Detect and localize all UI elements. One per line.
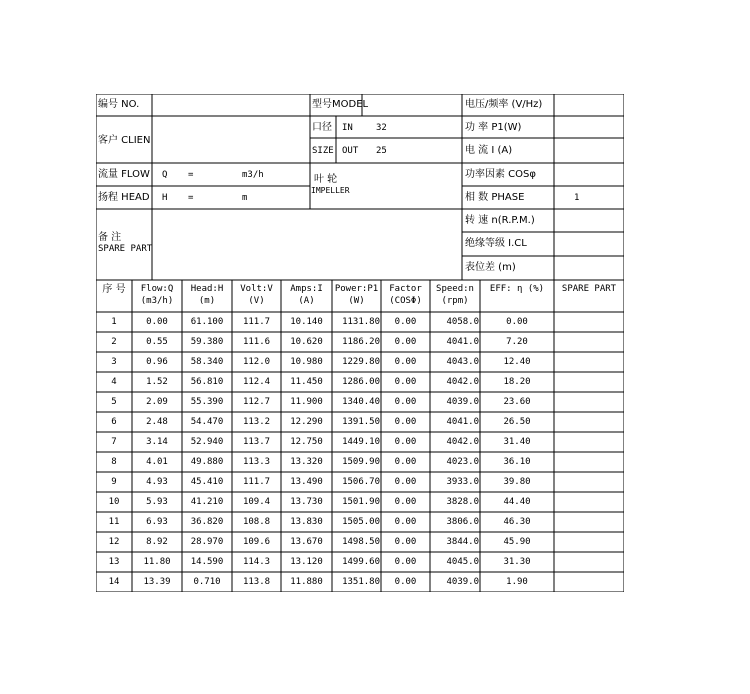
table-cell-r12-c7: 3844.0 [446,537,479,547]
table-cell-r10-c2: 41.210 [190,497,224,507]
table-cell-r8-c0: 8 [111,457,117,467]
phase-value: 1 [574,193,580,203]
table-cell-r2-c4: 10.620 [290,337,323,347]
size-label: SIZE [312,146,334,156]
table-cell-r8-c1: 4.01 [146,457,168,467]
column-header-4: Amps:I [290,284,323,294]
impeller-label-en: IMPELLER [311,186,350,195]
table-cell-r8-c3: 113.3 [242,457,271,467]
flow-label: 流量 FLOW [98,169,150,180]
table-cell-r13-c8: 31.30 [503,557,531,567]
table-cell-r6-c5: 1391.50 [342,417,380,427]
table-cell-r3-c6: 0.00 [394,357,417,367]
table-cell-r7-c0: 7 [111,437,117,447]
table-cell-r4-c2: 56.810 [190,377,224,387]
column-header-8: EFF: η (%) [489,284,545,294]
column-header-unit-1: (m3/h) [140,296,174,306]
table-cell-r13-c4: 13.120 [290,557,323,567]
test-report-sheet [96,94,624,592]
table-cell-r5-c7: 4039.0 [446,397,479,407]
table-cell-r13-c7: 4045.0 [446,557,479,567]
table-cell-r5-c0: 5 [111,397,117,407]
remark-label-en: SPARE PART [98,244,153,254]
capacitor-label: 表位差 (m) [465,262,516,273]
table-cell-r14-c0: 14 [108,577,120,587]
column-header-unit-7: (rpm) [441,296,469,306]
inlet-value: 32 [376,123,387,133]
table-cell-r3-c4: 10.980 [290,357,323,367]
table-cell-r6-c6: 0.00 [394,417,417,427]
table-cell-r1-c4: 10.140 [290,317,323,327]
column-header-7: Speed:n [436,284,474,294]
table-cell-r2-c1: 0.55 [146,337,168,347]
table-cell-r2-c5: 1186.20 [342,337,380,347]
table-cell-r9-c7: 3933.0 [446,477,479,487]
table-cell-r9-c2: 45.410 [190,477,224,487]
table-cell-r10-c7: 3828.0 [446,497,479,507]
table-cell-r11-c2: 36.820 [190,517,224,527]
table-cell-r10-c6: 0.00 [394,497,417,507]
column-header-unit-5: (W) [348,296,365,306]
table-cell-r2-c8: 7.20 [506,337,528,347]
table-cell-r12-c5: 1498.50 [342,537,380,547]
table-cell-r3-c2: 58.340 [190,357,224,367]
table-cell-r3-c7: 4043.0 [446,357,479,367]
column-header-0: 序 号 [102,284,126,295]
column-header-2: Head:H [190,284,224,294]
table-cell-r5-c5: 1340.40 [342,397,380,407]
table-cell-r5-c8: 23.60 [503,397,531,407]
column-header-9: SPARE PART [561,284,617,294]
table-cell-r5-c2: 55.390 [190,397,224,407]
table-cell-r7-c5: 1449.10 [342,437,380,447]
table-cell-r11-c5: 1505.00 [342,517,380,527]
table-cell-r1-c5: 1131.80 [342,317,380,327]
table-cell-r4-c1: 1.52 [146,377,168,387]
table-cell-r3-c8: 12.40 [503,357,531,367]
table-cell-r12-c3: 109.6 [242,537,271,547]
flow-unit: m3/h [242,170,264,180]
table-cell-r10-c1: 5.93 [146,497,168,507]
table-cell-r8-c8: 36.10 [503,457,531,467]
power-factor-label: 功率因素 COSφ [465,169,536,180]
column-header-6: Factor [389,284,422,294]
table-cell-r1-c8: 0.00 [506,317,528,327]
column-header-unit-4: (A) [298,296,315,306]
table-cell-r10-c0: 10 [108,497,120,507]
table-cell-r7-c1: 3.14 [146,437,168,447]
insulation-class-label: 绝缘等级 I.CL [465,238,527,249]
table-cell-r11-c6: 0.00 [394,517,417,527]
table-cell-r7-c6: 0.00 [394,437,417,447]
table-cell-r6-c2: 54.470 [190,417,224,427]
table-cell-r11-c8: 46.30 [503,517,531,527]
table-cell-r10-c3: 109.4 [242,497,271,507]
table-cell-r9-c0: 9 [111,477,117,487]
table-cell-r11-c0: 11 [108,517,120,527]
column-header-unit-6: (COSΦ) [389,296,422,306]
table-cell-r2-c2: 59.380 [190,337,224,347]
table-cell-r3-c1: 0.96 [146,357,168,367]
table-cell-r11-c4: 13.830 [290,517,323,527]
table-cell-r11-c1: 6.93 [146,517,168,527]
table-cell-r14-c7: 4039.0 [446,577,479,587]
table-cell-r6-c7: 4041.0 [446,417,479,427]
table-cell-r12-c4: 13.670 [290,537,323,547]
table-cell-r9-c5: 1506.70 [342,477,380,487]
table-cell-r5-c3: 112.7 [242,397,271,407]
table-cell-r9-c6: 0.00 [394,477,417,487]
table-cell-r9-c1: 4.93 [146,477,168,487]
number-label: 编号 NO. [98,99,140,110]
table-cell-r2-c3: 111.6 [242,337,271,347]
table-cell-r3-c0: 3 [111,357,117,367]
table-cell-r4-c6: 0.00 [394,377,417,387]
table-cell-r7-c3: 113.7 [242,437,271,447]
table-cell-r4-c7: 4042.0 [446,377,479,387]
voltage-frequency-label: 电压/频率 (V/Hz) [465,99,543,110]
table-cell-r7-c8: 31.40 [503,437,531,447]
table-cell-r9-c8: 39.80 [503,477,531,487]
table-cell-r14-c6: 0.00 [394,577,417,587]
phase-label: 相 数 PHASE [465,192,525,203]
table-cell-r12-c2: 28.970 [190,537,224,547]
flow-symbol: Q [162,170,168,180]
table-cell-r1-c0: 1 [111,317,117,327]
table-cell-r9-c4: 13.490 [290,477,323,487]
table-cell-r6-c3: 113.2 [242,417,271,427]
table-cell-r6-c1: 2.48 [146,417,168,427]
table-cell-r6-c4: 12.290 [290,417,323,427]
table-cell-r1-c1: 0.00 [146,317,168,327]
table-cell-r8-c2: 49.880 [190,457,224,467]
table-cell-r1-c2: 61.100 [190,317,224,327]
table-cell-r7-c2: 52.940 [190,437,224,447]
table-cell-r12-c6: 0.00 [394,537,417,547]
table-cell-r2-c7: 4041.0 [446,337,479,347]
table-cell-r14-c2: 0.710 [193,577,221,587]
table-cell-r6-c8: 26.50 [503,417,531,427]
flow-equals: = [188,170,194,180]
table-cell-r5-c4: 11.900 [290,397,323,407]
inlet-label: IN [342,123,353,133]
table-cell-r14-c1: 13.39 [143,577,171,587]
table-cell-r11-c7: 3806.0 [446,517,479,527]
table-cell-r12-c8: 45.90 [503,537,531,547]
column-header-unit-3: (V) [248,296,265,306]
power-label: 功 率 P1(W) [465,122,522,133]
client-label: 客户 CLIEN [98,135,151,146]
bore-label: 口径 [312,122,332,133]
impeller-label-cn: 叶 轮 [314,174,338,185]
table-cell-r13-c5: 1499.60 [342,557,380,567]
outlet-label: OUT [342,146,359,156]
head-symbol: H [162,193,168,203]
column-header-1: Flow:Q [140,284,174,294]
table-cell-r3-c3: 112.0 [242,357,271,367]
table-cell-r8-c5: 1509.90 [342,457,380,467]
remark-label-cn: 备 注 [98,232,122,243]
table-cell-r6-c0: 6 [111,417,117,427]
column-header-unit-2: (m) [198,296,216,306]
table-cell-r10-c5: 1501.90 [342,497,380,507]
table-cell-r11-c3: 108.8 [242,517,271,527]
head-equals: = [188,193,194,203]
head-label: 扬程 HEAD [98,192,150,203]
head-unit: m [242,193,248,203]
table-cell-r12-c1: 8.92 [146,537,168,547]
table-cell-r12-c0: 12 [108,537,120,547]
table-cell-r7-c7: 4042.0 [446,437,479,447]
table-cell-r5-c6: 0.00 [394,397,417,407]
table-cell-r7-c4: 12.750 [290,437,323,447]
table-cell-r10-c8: 44.40 [503,497,531,507]
current-label: 电 流 I (A) [465,145,513,156]
table-cell-r4-c0: 4 [111,377,117,387]
table-cell-r13-c1: 11.80 [143,557,171,567]
table-cell-r13-c2: 14.590 [190,557,224,567]
table-cell-r13-c0: 13 [108,557,120,567]
speed-label: 转 速 n(R.P.M.) [465,215,535,226]
table-cell-r1-c7: 4058.0 [446,317,479,327]
table-cell-r8-c4: 13.320 [290,457,323,467]
table-cell-r14-c8: 1.90 [506,577,528,587]
table-cell-r4-c8: 18.20 [503,377,531,387]
table-cell-r14-c5: 1351.80 [342,577,380,587]
table-cell-r4-c5: 1286.00 [342,377,380,387]
column-header-3: Volt:V [240,284,273,294]
table-cell-r14-c3: 113.8 [242,577,271,587]
table-cell-r1-c3: 111.7 [242,317,271,327]
table-cell-r10-c4: 13.730 [290,497,323,507]
model-label: 型号MODEL [312,99,369,110]
table-cell-r2-c0: 2 [111,337,117,347]
table-cell-r8-c6: 0.00 [394,457,417,467]
table-cell-r5-c1: 2.09 [146,397,168,407]
outlet-value: 25 [376,146,387,156]
table-cell-r3-c5: 1229.80 [342,357,380,367]
column-header-5: Power:P1 [334,284,379,294]
table-cell-r2-c6: 0.00 [394,337,417,347]
table-cell-r13-c6: 0.00 [394,557,417,567]
table-cell-r4-c4: 11.450 [290,377,323,387]
table-cell-r4-c3: 112.4 [242,377,271,387]
table-cell-r8-c7: 4023.0 [446,457,479,467]
table-cell-r14-c4: 11.880 [290,577,323,587]
table-cell-r1-c6: 0.00 [394,317,417,327]
table-cell-r9-c3: 111.7 [242,477,271,487]
table-cell-r13-c3: 114.3 [242,557,271,567]
